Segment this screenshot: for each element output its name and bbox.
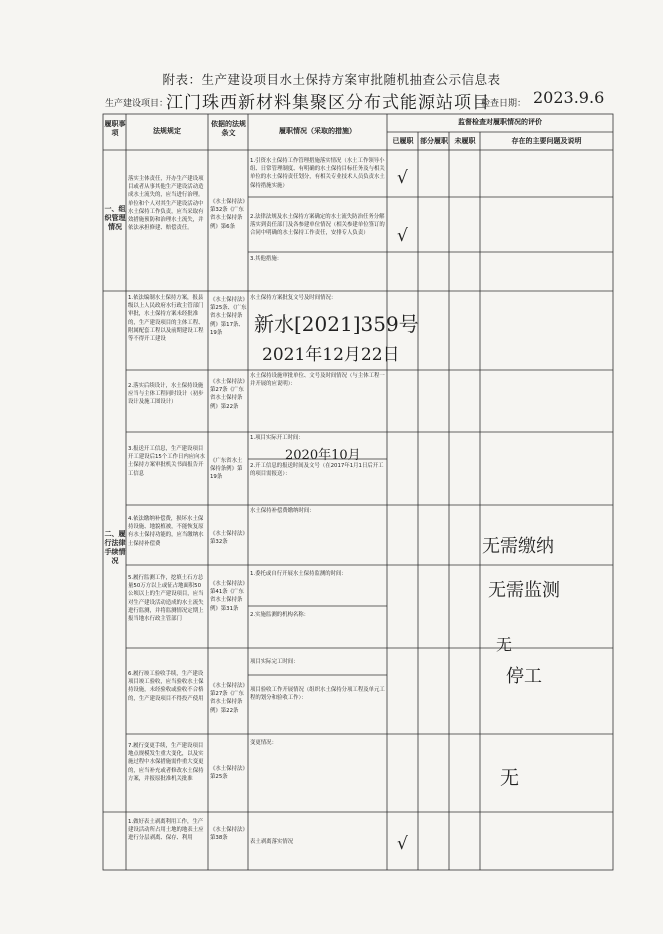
row6-note2-handwritten: 无	[496, 635, 513, 654]
col-header-status: 履职情况（采取的措施）	[279, 127, 356, 135]
row7-status-2: 项目验收工作开展情况（组织水土保持分项工程及单元工程的划分和验收工作）：	[250, 687, 385, 702]
row8-basis: 《水土保持法》第25条	[210, 766, 246, 781]
row4-status-2: 2.开工信息的报送时间及文号（在2017年1月1日后开工的项目需报送）：	[250, 463, 384, 478]
row4-law: 3.报送开工信息，生产建设项目开工建设后15个工作日内应向水土保持方案审批机关书面报告开工信息	[128, 446, 205, 477]
row8-note-handwritten: 无	[500, 767, 520, 789]
col-header-done: 已履职	[392, 137, 414, 145]
row1-status-1: 1.引资水土保持工作管理措施落实情况（水土工作领导小组、日常管理制度、有明确的水土保持目标任务及与相关单位的水土保持责任划分，有相关专业技术人员负责水土保持措施实施）	[250, 158, 385, 189]
col-header-issues: 存在的主要问题及说明	[511, 137, 582, 145]
row3-status: 水土保持设施审批单位、文号及时间情况（与主体工程一并开展的应说明）：	[250, 373, 385, 388]
row7-basis: 《水土保持法》第27条《广东省水土保持条例》第22条	[210, 683, 246, 714]
date-handwritten: 2023.9.6	[533, 88, 605, 107]
row8-status: 变更情况：	[250, 740, 277, 746]
row2-basis: 《水土保持法》第25条、《广东省水土保持条例》第17条、19条	[210, 297, 247, 336]
row6-basis: 《水土保持法》第41条《广东省水土保持条例》第31条	[210, 581, 246, 612]
section-legal-procedures: 二、履行法律手续情况	[104, 530, 126, 565]
row5-note-handwritten: 无需缴纳	[482, 536, 554, 557]
row7-status-1: 项目实际完工时间：	[250, 659, 299, 665]
row6-status-1: 1.委托或自行开展水土保持监测的时间：	[250, 571, 347, 577]
row9-basis: 《水土保持法》第38条	[210, 827, 246, 842]
row7-law: 6.履行竣工验收手续，生产建设项目竣工验收，应当验收水土保持设施，未经验收或验收不合格的，生产建设项目不得投产使用	[128, 671, 204, 702]
row3-law: 2.落实后续设计，水土保持设施应当与主体工程同时设计（初步设计及施工图设计）	[128, 383, 204, 406]
row6-note-handwritten: 无需监测	[488, 580, 560, 601]
project-label: 生产建设项目：	[105, 99, 169, 109]
row5-basis: 《水土保持法》第32条	[210, 531, 246, 546]
row8-law: 7.履行变更手续，生产建设项目地点规模发生重大变化，以及实施过程中水保措施需作重大变更的，应当补充或者修改水土保持方案，并报原批准机关批准	[128, 743, 204, 782]
check-mark-row1a: √	[397, 168, 408, 188]
row1-basis: 《水土保持法》第32条《广东省水土保持条例》第6条	[210, 199, 246, 230]
row5-law: 4.依法缴纳补偿费，损坏水土保持设施、地貌植被，不能恢复原有水土保持功能的，应当缴纳水土保持补偿费	[128, 516, 204, 547]
col-header-eval: 监督检查对履职情况的评价	[458, 118, 542, 126]
col-header-law: 法规规定	[153, 127, 181, 135]
check-mark-row1b: √	[397, 226, 408, 246]
row2-law: 1.依法编制水土保持方案，报县级以上人民政府水行政主管部门审批，水土保持方案未经批准的，生产建设项目的主体工程、附属配套工程以及前期建设工程等不得开工建设	[128, 295, 204, 343]
section-org-management: 一、组织管理情况	[104, 205, 126, 231]
row4-status-1: 1.项目实际开工时间：	[250, 435, 304, 441]
row2-approval-no-handwritten: 新水[2021]359号	[254, 312, 419, 336]
row2-approval-date-handwritten: 2021年12月22日	[262, 345, 400, 365]
col-header-partial: 部分履职	[420, 137, 448, 145]
project-name-handwritten: 江门珠西新材料集聚区分布式能源站项目	[166, 93, 490, 113]
date-label: 检查日期：	[481, 99, 527, 109]
row6-law: 5.履行监测工作，挖填土石方总量50万方以上或征占地面积50公顷以上的生产建设项目，应当对生产建设活动造成的水土流失进行监测，并将监测情况定期上报当地水行政主管部门	[128, 575, 204, 623]
col-header-basis: 依据的法规条文	[211, 120, 246, 137]
row1-law: 落实主体责任，开办生产建设项目或者从事其他生产建设活动造成水土流失的，应当进行治理。单位和个人对其生产建设活动中水土保持工作负责，应当采取有效措施预防和治理水土流失，并依法承担修建、赔偿责任。	[128, 176, 204, 232]
row5-status: 水土保持补偿费缴纳时间：	[250, 508, 315, 514]
row3-basis: 《水土保持法》第27条《广东省水土保持条例》第22条	[210, 379, 246, 410]
row4-start-date-handwritten: 2020年10月	[285, 448, 361, 463]
page-title: 附表：生产建设项目水土保持方案审批随机抽查公示信息表	[162, 72, 501, 87]
row7-note-handwritten: 停工	[506, 666, 542, 687]
row2-status: 水土保持方案批复文号及时间情况：	[250, 295, 337, 301]
row4-basis: 《广东省水土保持条例》第19条	[210, 458, 243, 481]
row1-status-2: 2.法律法规及水土保持方案确定的水土流失防治任务分解落实到责任部门及各参建单位情况（相关参建单位签订的合同中明确的水土保持工作责任，安排专人负责）	[250, 214, 385, 237]
check-mark-row9: √	[397, 834, 408, 854]
row6-status-2: 2.实施监测的机构名称：	[250, 612, 310, 618]
row1-status-3: 3.其他措施：	[250, 256, 283, 262]
col-header-item: 履职事项	[104, 120, 126, 137]
row9-law: 1.做好表土剥离利用工作，生产建设活动所占用土地的地表土应进行分层剥离、保存、利用	[128, 819, 204, 842]
col-header-notdone: 未履职	[454, 137, 476, 145]
row9-status: 表土剥离落实情况	[250, 839, 294, 845]
